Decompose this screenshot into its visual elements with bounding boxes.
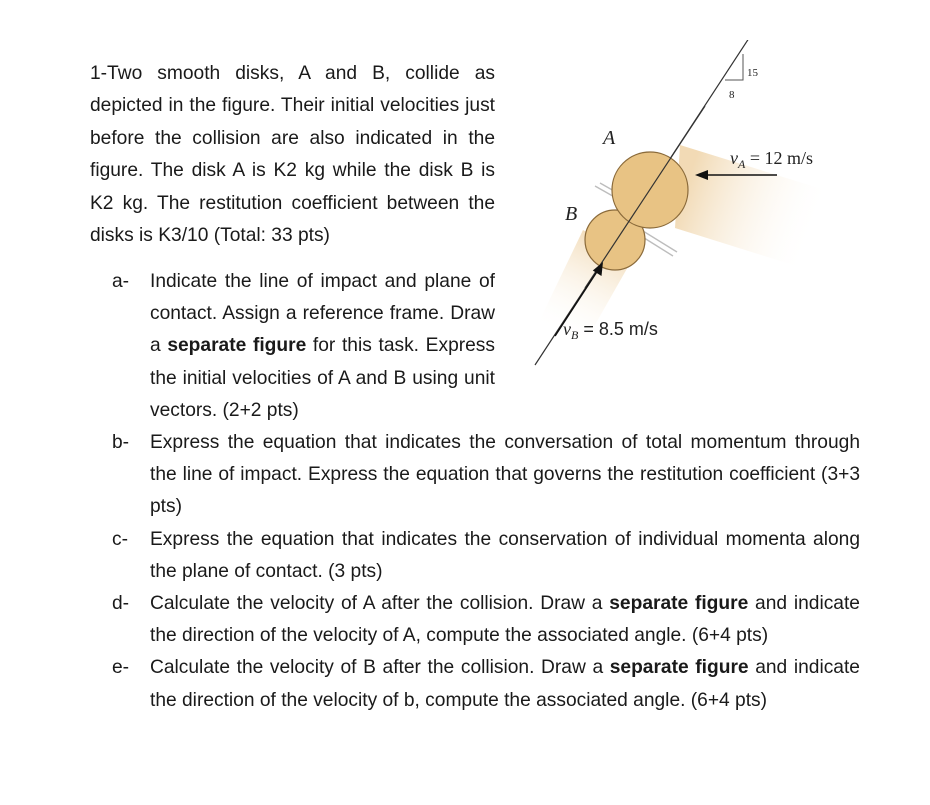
- task-b: [112, 427, 860, 524]
- task-a: [112, 266, 495, 427]
- slope-rise-label: 15: [747, 67, 758, 79]
- task-marker: d-: [112, 593, 130, 615]
- task-d: [112, 588, 860, 652]
- task-marker: a-: [112, 271, 130, 292]
- task-marker: b-: [112, 432, 130, 454]
- slope-triangle: [725, 54, 743, 80]
- slope-run-label: 8: [729, 89, 735, 101]
- disk-b-label: B: [565, 203, 578, 225]
- task-c: [112, 524, 860, 588]
- task-text: Calculate the velocity of B after the collision. Draw a separate figure and indicate the direction of the velocity of b, compute the associated angle. (6+4 pts): [150, 657, 860, 711]
- task-marker: e-: [112, 657, 130, 679]
- task-text: Express the equation that indicates the conversation of total momentum through the line of impact. Express the equation that governs the restitution coefficient (3+3 pts): [150, 432, 860, 518]
- task-list: [112, 266, 860, 717]
- task-text: Express the equation that indicates the conservation of individual momenta along the plane of contact. (3 pts): [150, 528, 860, 582]
- task-marker: c-: [112, 528, 128, 550]
- task-text: Calculate the velocity of A after the collision. Draw a separate figure and indicate the direction of the velocity of A, compute the associated angle. (6+4 pts): [150, 593, 860, 647]
- velocity-b-label: $v_B = 8.5$ m/s: [563, 319, 658, 342]
- disk-a-label: A: [603, 127, 616, 149]
- problem-intro: 1-Two smooth disks, A and B, collide as depicted in the figure. Their initial velocities just before the collision are also indicated in the figure. The disk A is K2 kg while the disk B is K2 kg. The restitution coefficient between the disks is K3/10 (Total: 33 pts): [90, 63, 495, 247]
- task-e: [112, 652, 860, 716]
- velocity-a-label: $v_A = 12$ m/s: [730, 148, 814, 171]
- task-text: Indicate the line of impact and plane of contact. Assign a reference frame. Draw a separate figure for this task. Express the initial velocities of A and B using unit vectors. (2+2 pts): [150, 271, 495, 421]
